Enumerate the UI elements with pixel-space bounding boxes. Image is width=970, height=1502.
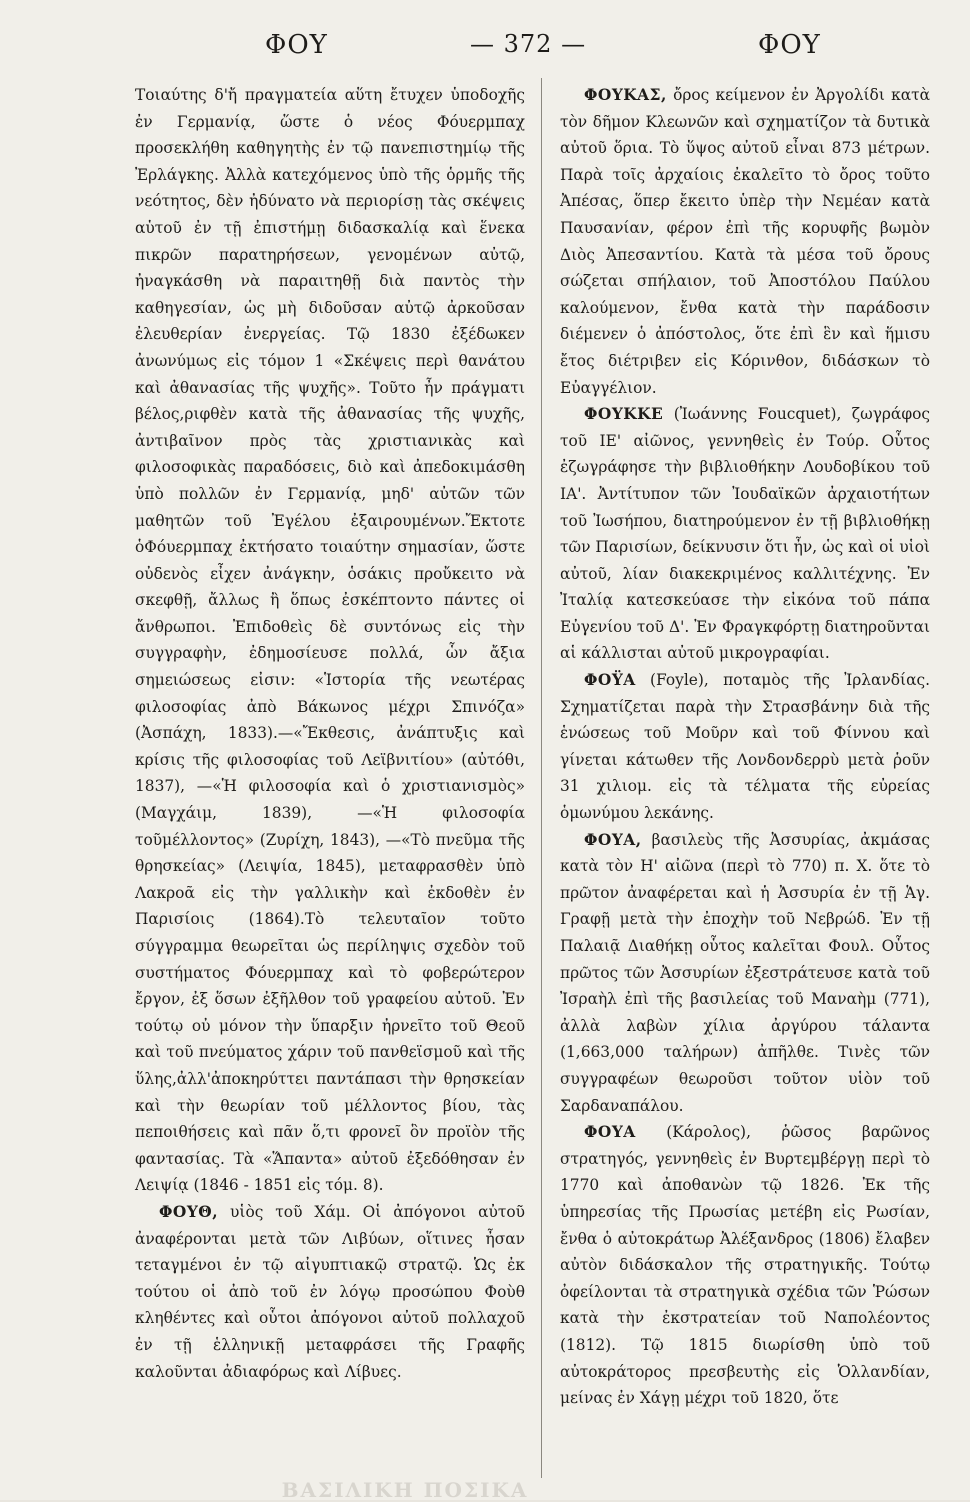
headword: ΦΟΫΑ bbox=[584, 671, 636, 690]
header-left: ΦΟΥ bbox=[265, 30, 328, 60]
library-watermark: ΒΑΣΙΛΙΚΗ ΠΟΣΙΚΑ bbox=[281, 1478, 529, 1502]
entry-text: βασιλεὺς τῆς Ἀσσυρίας, ἀκμάσας κατὰ τὸν Η' αἰῶνα (περὶ τὸ 770) π. Χ. ὅτε τὸ πρῶτον ἀναφέρεται καὶ ἡ Ἀσσυρία ἐν τῇ Ἁγ. Γραφῇ μετὰ τὴν ἐποχὴν τοῦ Νεβρώδ. Ἐν τῇ Παλαιᾷ Διαθήκῃ οὗτος καλεῖται Φουλ. Οὗτος πρῶτος τῶν Ἀσσυρίων ἐξεστράτευσε κατὰ τοῦ Ἰσραὴλ ἐπὶ τῆς βασιλείας τοῦ Μαναὴμ (771), ἀλλὰ λαβὼν χίλια ἀργύρου τάλαντα (1,663,000 ταλήρων) ἀπῆλθε. Τινὲς τῶν συγγραφέων θεωροῦσι τοῦτον υἱὸν τοῦ Σαρδαναπάλου. bbox=[560, 830, 930, 1115]
header-right: ΦΟΥ bbox=[758, 30, 821, 60]
headword: ΦΟΥΑ bbox=[584, 1123, 636, 1142]
left-column bbox=[135, 82, 525, 1385]
entry-text: υἱὸς τοῦ Χάμ. Οἱ ἀπόγονοι αὐτοῦ ἀναφέρονται μετὰ τῶν Λιβύων, οἵτινες ἦσαν τεταγμένοι ἐν τῷ αἰγυπτιακῷ στρατῷ. Ὡς ἐκ τούτου οἱ ἀπὸ τοῦ ἐν λόγῳ προσώπου Φοὺθ κληθέντες καὶ οὗτοι ἀπόγονοι αὐτοῦ πολλαχοῦ ἐν τῇ ἑλληνικῇ μεταφράσει τῆς Γραφῆς καλοῦνται ἀδιαφόρως καὶ Λίβυες. bbox=[135, 1202, 525, 1381]
running-head bbox=[0, 30, 970, 70]
entry-text: (Foyle), ποταμὸς τῆς Ἰρλανδίας. Σχηματίζεται παρὰ τὴν Στρασβάνην διὰ τῆς ἑνώσεως τοῦ Μοῦρν καὶ τοῦ Φίννου καὶ γίνεται κάτωθεν τῆς Λονδονδερρὺ μετὰ ῥοῦν 31 χιλιομ. εἰς τὰ τέλματα τῆς εὐρείας ὁμωνύμου λεκάνης. bbox=[560, 671, 930, 823]
headword: ΦΟΥΚΑΣ, bbox=[584, 86, 667, 104]
right-column bbox=[560, 82, 930, 1412]
page-number: — 372 — bbox=[470, 30, 587, 58]
entry-foya bbox=[560, 667, 930, 827]
entry-continuation: Τοιαύτης δ'ἤ πραγματεία αὕτη ἔτυχεν ὑποδοχῆς ἐν Γερμανίᾳ, ὥστε ὁ νέος Φόυερμπαχ προσεκλήθη καθηγητὴς ἐν τῷ πανεπιστημίῳ τῆς Ἐρλάγκης. Ἀλλὰ κατεχόμενος ὑπὸ τῆς ὁρμῆς τῆς νεότητος, δὲν ἠδύνατο νὰ περιορίσῃ τὰς σκέψεις αὑτοῦ ἐν τῇ ἐπιστήμῃ διδασκαλίᾳ καὶ ἕνεκα πικρῶν παρατηρήσεων, γενομένων αὐτῷ, ἠναγκάσθη νὰ παραιτηθῇ διὰ παντὸς τὴν καθηγεσίαν, ὡς μὴ διδοῦσαν αὐτῷ ἀρκοῦσαν ἐλευθερίαν ἐνεργείας. Τῷ 1830 ἐξέδωκεν ἀνωνύμως εἰς τόμον 1 «Σκέψεις περὶ θανάτου καὶ ἀθανασίας τῆς ψυχῆς». Τοῦτο ἦν πράγματι βέλος,ριφθὲν κατὰ τῆς ἀθανασίας τῆς ψυχῆς, ἀντιβαῖνον πρὸς τὰς χριστιανικὰς καὶ φιλοσοφικὰς παραδόσεις, διὸ καὶ ἀπεδοκιμάσθη ὑπὸ πολλῶν ἐν Γερμανίᾳ, μηδ' αὐτῶν τῶν μαθητῶν τοῦ Ἐγέλου ἐξαιρουμένων.Ἔκτοτε ὁΦόυερμπαχ ἐκτήσατο τοιαύτην σημασίαν, ὥστε οὐδενὸς εἶχεν ἀνάγκην, ὁσάκις προὔκειτο νὰ σκεφθῇ, ἄλλως ἢ ὅπως ἐσκέπτοντο πάντες οἱ ἄνθρωποι. Ἐπιδοθεὶς δὲ συντόνως εἰς τὴν συγγραφὴν, ἐδημοσίευσε πολλά, ὧν ἄξια σημειώσεως εἰσιν: «Ἱστορία τῆς νεωτέρας φιλοσοφίας ἀπὸ Βάκωνος μέχρι Σπινόζα» (Ἀσπάχη, 1833).—«Ἔκθεσις, ἀνάπτυξις καὶ κρίσις τῆς φιλοσοφίας τοῦ Λεϊβνιτίου» (αὐτόθι, 1837), —«Ἡ φιλοσοφία καὶ ὁ χριστιανισμὸς» (Μαγχάιμ, 1839), —«Ἡ φιλοσοφία τοῦμέλλοντος» (Ζυρίχη, 1843), —«Τὸ πνεῦμα τῆς θρησκείας» (Λειψία, 1845), μεταφρασθὲν ὑπὸ Λακροᾶ εἰς τὴν γαλλικὴν καὶ ἐκδοθὲν ἐν Παρισίοις (1864).Τὸ τελευταῖον τοῦτο σύγγραμμα θεωρεῖται ὡς περίληψις σχεδὸν τοῦ συστήματος Φόυερμπαχ καὶ τὸ φοβερώτερον ἔργον, ἐξ ὅσων ἐξῆλθον τοῦ γραφείου αὐτοῦ. Ἐν τούτῳ οὐ μόνον τὴν ὕπαρξιν ἠρνεῖτο τοῦ Θεοῦ καὶ τοῦ πνεύματος χάριν τοῦ πανθεϊσμοῦ καὶ τῆς ὕλης,ἀλλ'ἀποκηρύττει παντάπασι τὴν θρησκείαν καὶ τὴν θεωρίαν τοῦ μέλλοντος βίου, τὰς πεποιθήσεις καὶ πᾶν ὅ,τι φρονεῖ ὃν προϊὸν τῆς φαντασίας. Τὰ «Ἅπαντα» αὐτοῦ ἐξεδόθησαν ἐν Λειψίᾳ (1846 - 1851 εἰς τόμ. 8). bbox=[135, 86, 525, 1195]
entry-text: (Κάρολος), ῥῶσος βαρῶνος στρατηγός, γεννηθεὶς ἐν Βυρτεμβέργῃ περὶ τὸ 1770 καὶ ἀποθανὼν τῷ 1826. Ἐκ τῆς ὑπηρεσίας τῆς Πρωσίας μετέβη εἰς Ρωσίαν, ἔνθα ὁ αὐτοκράτωρ Ἀλέξανδρος (1806) ἔλαβεν αὐτὸν διδάσκαλον τῆς στρατηγικῆς. Τούτῳ ὀφείλονται τὰ στρατηγικὰ σχέδια τῶν Ῥώσων κατὰ τὴν ἐκστρατείαν τοῦ Ναπολέοντος (1812). Τῷ 1815 διωρίσθη ὑπὸ τοῦ αὐτοκράτορος πρεσβευτὴς εἰς Ὁλλανδίαν, μείνας ἐν Χάγῃ μέχρι τοῦ 1820, ὅτε bbox=[560, 1123, 930, 1408]
headword: ΦΟΥΘ, bbox=[159, 1202, 219, 1221]
entry-foukas bbox=[560, 82, 930, 401]
entry-text: (Ἰωάννης Foucquet), ζωγράφος τοῦ ΙΕ' αἰῶνος, γεννηθεὶς ἐν Τούρ. Οὗτος ἐζωγράφησε τὴν βιβλιοθήκην Λουδοβίκου τοῦ ΙΑ'. Ἀντίτυπον τῶν Ἰουδαϊκῶν ἀρχαιοτήτων τοῦ Ἰωσήπου, διατηρούμενον ἐν τῇ βιβλιοθήκῃ τῶν Παρισίων, δείκνυσιν ὅτι ἦν, ὡς καὶ οἱ υἱοὶ αὐτοῦ, λίαν διακεκριμένος καλλιτέχνης. Ἐν Ἰταλίᾳ κατεσκεύασε τὴν εἰκόνα τοῦ πάπα Εὐγενίου τοῦ Δ'. Ἐν Φραγκφόρτῃ διατηροῦνται αἱ κάλλισται αὐτοῦ μικρογραφίαι. bbox=[560, 405, 930, 663]
entry-foukke bbox=[560, 401, 930, 667]
entry-text: ὄρος κείμενον ἐν Ἀργολίδι κατὰ τὸν δῆμον Κλεωνῶν καὶ σχηματίζον τὰ δυτικὰ αὐτοῦ ὅρια. Τὸ ὕψος αὐτοῦ εἶναι 873 μέτρων. Παρὰ τοῖς ἀρχαίοις ἐκαλεῖτο τὸ ὄρος τοῦτο Ἀπέσας, ὅπερ ἔκειτο ὑπὲρ τὴν Νεμέαν κατὰ Παυσανίαν, φέρον ἐπὶ τῆς κορυφῆς βωμὸν Διὸς Ἀπεσαντίου. Κατὰ τὰ μέσα τοῦ ὄρους σώζεται σπήλαιον, τοῦ Ἀποστόλου Παύλου καλούμενον, ἔνθα κατὰ τὴν παράδοσιν διέμενεν ὁ ἀπόστολος, ὅτε ἐπὶ ἓν καὶ ἥμισυ ἔτος διέτριβεν εἰς Κόρινθον, διδάσκων τὸ Εὐαγγέλιον. bbox=[560, 86, 930, 397]
column-divider bbox=[541, 78, 542, 1478]
entry-foua-general bbox=[560, 1119, 930, 1412]
headword: ΦΟΥΑ, bbox=[584, 830, 642, 849]
headword: ΦΟΥΚΚΕ bbox=[584, 405, 664, 424]
entry-foua-king bbox=[560, 827, 930, 1120]
entry-fouth bbox=[135, 1199, 525, 1385]
